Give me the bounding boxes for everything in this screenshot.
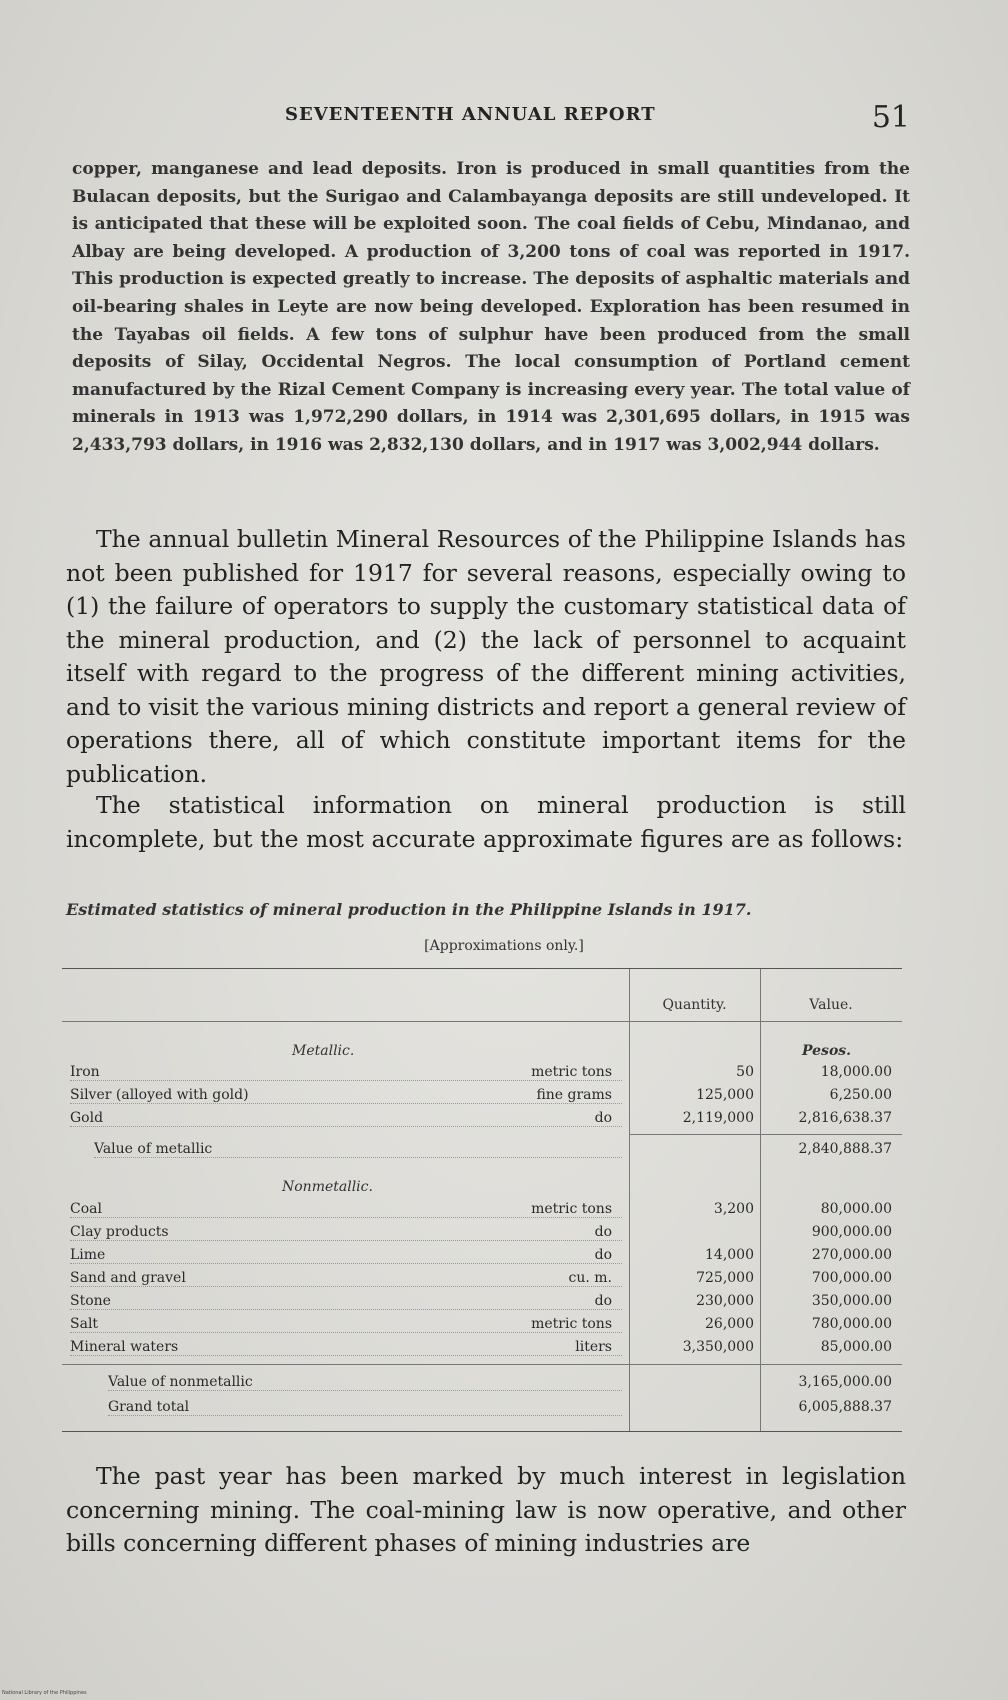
row-quantity: 725,000: [696, 1270, 754, 1286]
row-unit: do: [594, 1110, 612, 1126]
row-name: Gold: [70, 1110, 104, 1126]
row-quantity: 14,000: [705, 1247, 754, 1263]
row-quantity: 3,200: [713, 1201, 754, 1217]
section-heading-metallic: Metallic.: [292, 1043, 355, 1059]
paragraph-legislation: The past year has been marked by much interest in legislation concerning mining. The coal-mining law is now operative, and other bills concerning different phases of mining industries are: [66, 1462, 906, 1557]
table-row: [62, 1339, 902, 1361]
row-name: Lime: [70, 1247, 106, 1263]
row-unit: do: [594, 1293, 612, 1309]
row-quantity: 50: [736, 1064, 754, 1080]
row-unit: fine grams: [536, 1087, 612, 1103]
row-value: 85,000.00: [820, 1339, 892, 1355]
row-name: Stone: [70, 1293, 111, 1309]
table-subcaption: [Approximations only.]: [424, 938, 584, 954]
paragraph-minerals-summary: copper, manganese and lead deposits. Iron is produced in small quantities from the Bulacan deposits, but the Surigao and Calambayanga deposits are still undeveloped. It is anticipated that these will be exploited soon. The coal fields of Cebu, Mindanao, and Albay are being developed. A production of 3,200 tons of coal was reported in 1917. This production is expected greatly to increase. The deposits of asphaltic materials and oil-bearing shales in Leyte are now being developed. Exploration has been resumed in the Tayabas oil fields. A few tons of sulphur have been produced from the small deposits of Silay, Occidental Negros. The local consumption of Portland cement manufactured by the Rizal Cement Company is increasing every year. The total value of minerals in 1913 was 1,972,290 dollars, in 1914 was 2,301,695 dollars, in 1915 was 2,433,793 dollars, in 1916 was 2,832,130 dollars, and in 1917 was 3,002,944 dollars.: [72, 159, 910, 455]
row-name: Grand total: [108, 1399, 190, 1415]
currency-label: Pesos.: [802, 1043, 852, 1059]
row-quantity: 26,000: [705, 1316, 754, 1332]
table-row: [62, 1293, 902, 1315]
row-value: 900,000.00: [811, 1224, 892, 1240]
row-name: Clay products: [70, 1224, 169, 1240]
row-name: Mineral waters: [70, 1339, 179, 1355]
library-credit: National Library of the Philippines: [2, 1690, 87, 1696]
section-heading-nonmetallic: Nonmetallic.: [282, 1179, 373, 1195]
table-row: [62, 1087, 902, 1109]
row-name: Value of metallic: [94, 1141, 213, 1157]
row-unit: do: [594, 1224, 612, 1240]
row-unit: cu. m.: [568, 1270, 612, 1286]
table-row-subtotal: [62, 1374, 902, 1396]
row-value: 6,250.00: [829, 1087, 892, 1103]
column-divider: [629, 969, 630, 1431]
table-row: [62, 1270, 902, 1292]
table-row: [62, 1064, 902, 1086]
row-value: 2,816,638.37: [798, 1110, 892, 1126]
row-name: Sand and gravel: [70, 1270, 186, 1286]
column-header-value: Value.: [809, 997, 853, 1013]
column-header-quantity: Quantity.: [662, 997, 727, 1013]
paragraph-statistics-intro: The statistical information on mineral production is still incomplete, but the most accurate approximate figures are as follows:: [66, 791, 906, 853]
row-quantity: 3,350,000: [682, 1339, 754, 1355]
row-unit: do: [594, 1247, 612, 1263]
row-value: 6,005,888.37: [798, 1399, 892, 1415]
column-divider: [760, 969, 761, 1431]
row-value: 780,000.00: [811, 1316, 892, 1332]
table-caption: Estimated statistics of mineral production in the Philippine Islands in 1917.: [66, 900, 752, 919]
row-value: 350,000.00: [811, 1293, 892, 1309]
row-quantity: 125,000: [696, 1087, 754, 1103]
running-title: SEVENTEENTH ANNUAL REPORT: [285, 104, 656, 125]
row-quantity: 230,000: [696, 1293, 754, 1309]
row-name: Silver (alloyed with gold): [70, 1087, 249, 1103]
paragraph-bulletin: The annual bulletin Mineral Resources of the Philippine Islands has not been published for 1917 for several reasons, especially owing to (1) the failure of operators to supply the customary statistical data of the mineral production, and (2) the lack of personnel to acquaint itself with regard to the progress of the different mining activities, and to visit the various mining districts and report a general review of operations there, all of which constitute important items for the publication.: [66, 525, 906, 788]
table-row: [62, 1201, 902, 1223]
table-row: [62, 1224, 902, 1246]
row-unit: metric tons: [531, 1064, 612, 1080]
mineral-production-table: [62, 968, 902, 1432]
row-value: 270,000.00: [811, 1247, 892, 1263]
row-quantity: 2,119,000: [682, 1110, 754, 1126]
row-unit: metric tons: [531, 1201, 612, 1217]
row-unit: metric tons: [531, 1316, 612, 1332]
table-row: [62, 1316, 902, 1338]
row-value: 2,840,888.37: [798, 1141, 892, 1157]
row-value: 700,000.00: [811, 1270, 892, 1286]
row-value: 80,000.00: [820, 1201, 892, 1217]
row-name: Salt: [70, 1316, 99, 1332]
table-row-subtotal: [62, 1141, 902, 1163]
page-number: 51: [871, 100, 910, 135]
table-row: [62, 1247, 902, 1269]
row-value: 3,165,000.00: [798, 1374, 892, 1390]
row-unit: liters: [575, 1339, 612, 1355]
header-rule: [62, 1021, 902, 1022]
row-name: Coal: [70, 1201, 102, 1217]
subtotal-rule: [62, 1364, 902, 1365]
row-value: 18,000.00: [820, 1064, 892, 1080]
row-name: Iron: [70, 1064, 100, 1080]
table-row-grand-total: [62, 1399, 902, 1421]
subtotal-rule: [629, 1134, 902, 1135]
row-name: Value of nonmetallic: [108, 1374, 253, 1390]
page-header: [70, 100, 910, 140]
table-row: [62, 1110, 902, 1132]
